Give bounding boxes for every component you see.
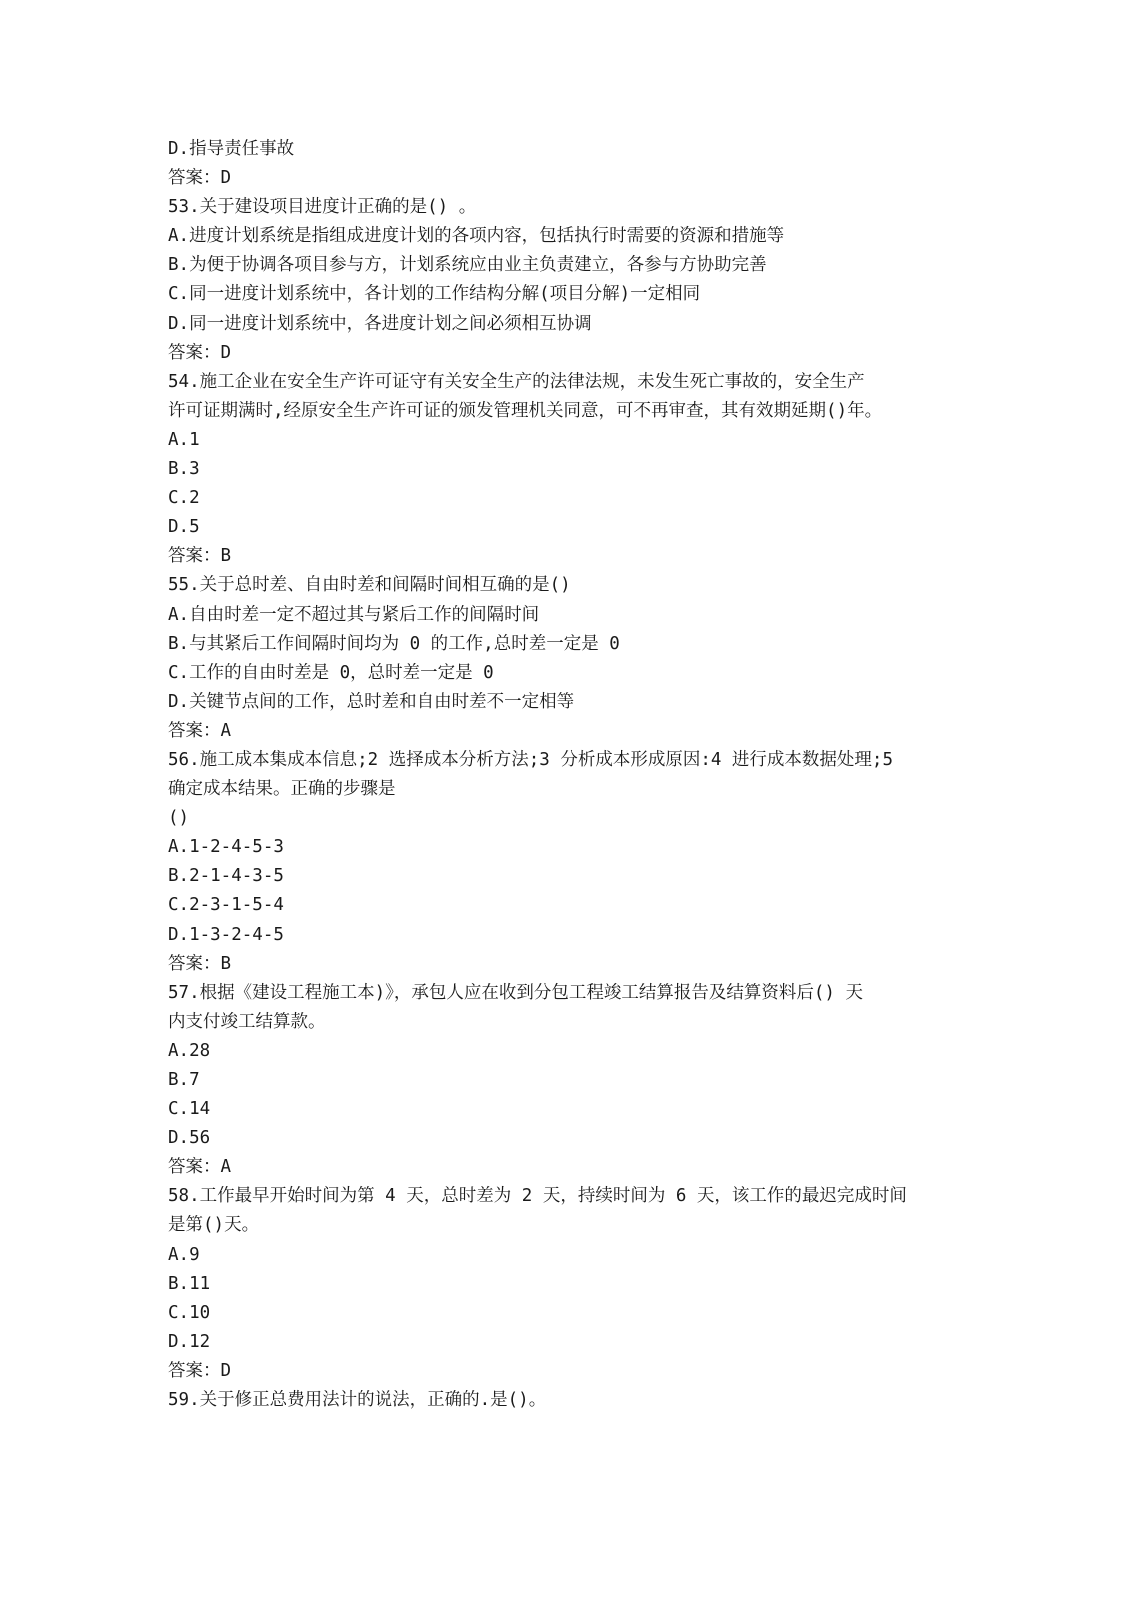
option-text: A.28 xyxy=(168,1040,211,1061)
option-text: A.1-2-4-5-3 xyxy=(168,837,284,858)
answer-text: 答案：A xyxy=(168,1157,232,1178)
question-text: 54.施工企业在安全生产许可证守有关安全生产的法律法规，未发生死亡事故的，安全生产 xyxy=(168,371,865,392)
question-text: 56.施工成本集成本信息;2 选择成本分析方法;3 分析成本形成原因:4 进行成本数据处理;5 xyxy=(168,749,893,770)
answer-text: 答案：D xyxy=(168,1360,232,1381)
option-text: C.同一进度计划系统中，各计划的工作结构分解(项目分解)一定相同 xyxy=(168,284,701,305)
question-text: 是第()天。 xyxy=(168,1215,260,1236)
answer-text: 答案：B xyxy=(168,953,232,974)
question-text: 59.关于修正总费用法计的说法，正确的.是()。 xyxy=(168,1390,547,1411)
option-text: B.与其紧后工作间隔时间均为 0 的工作,总时差一定是 0 xyxy=(168,633,620,654)
option-text: D.56 xyxy=(168,1128,211,1149)
answer-text: 答案：B xyxy=(168,546,232,567)
option-text: B.为便于协调各项目参与方，计划系统应由业主负责建立，各参与方协助完善 xyxy=(168,255,767,276)
option-text: B.3 xyxy=(168,459,200,480)
option-text: D.指导责任事故 xyxy=(168,139,295,159)
option-text: D.5 xyxy=(168,517,200,538)
question-text: 58.工作最早开始时间为第 4 天，总时差为 2 天，持续时间为 6 天，该工作的最迟完成时间 xyxy=(168,1186,907,1207)
question-text: 55.关于总时差、自由时差和间隔时间相互确的是() xyxy=(168,575,571,596)
option-text: A.1 xyxy=(168,429,200,450)
option-text: D.关键节点间的工作，总时差和自由时差不一定相等 xyxy=(168,691,575,712)
question-text: () xyxy=(168,808,190,829)
option-text: D.同一进度计划系统中，各进度计划之间必须相互协调 xyxy=(168,313,592,334)
option-text: C.14 xyxy=(168,1099,211,1120)
option-text: B.11 xyxy=(168,1273,211,1294)
option-text: B.7 xyxy=(168,1070,200,1090)
document-page xyxy=(168,135,958,1415)
option-text: B.2-1-4-3-5 xyxy=(168,866,284,887)
question-text: 53.关于建设项目进度计正确的是() 。 xyxy=(168,197,477,218)
option-text: C.2-3-1-5-4 xyxy=(168,895,284,916)
question-text: 57.根据《建设工程施工本)》，承包人应在收到分包工程竣工结算报告及结算资料后() 天 xyxy=(168,982,863,1003)
answer-text: 答案：D xyxy=(168,342,232,363)
option-text: A.9 xyxy=(168,1244,200,1265)
question-text: 确定成本结果。正确的步骤是 xyxy=(168,779,396,800)
option-text: C.工作的自由时差是 0，总时差一定是 0 xyxy=(168,662,494,683)
option-text: C.10 xyxy=(168,1302,211,1323)
option-text: D.1-3-2-4-5 xyxy=(168,924,284,945)
option-text: A.自由时差一定不超过其与紧后工作的间隔时间 xyxy=(168,604,540,625)
option-text: A.进度计划系统是指组成进度计划的各项内容，包括执行时需要的资源和措施等 xyxy=(168,226,785,247)
question-text: 内支付竣工结算款。 xyxy=(168,1011,326,1032)
option-text: C.2 xyxy=(168,488,200,509)
option-text: D.12 xyxy=(168,1331,211,1352)
question-text: 许可证期满时,经原安全生产许可证的颁发管理机关同意，可不再审查，其有效期延期()年。 xyxy=(168,400,883,421)
answer-text: 答案：D xyxy=(168,168,232,189)
answer-text: 答案：A xyxy=(168,720,232,741)
